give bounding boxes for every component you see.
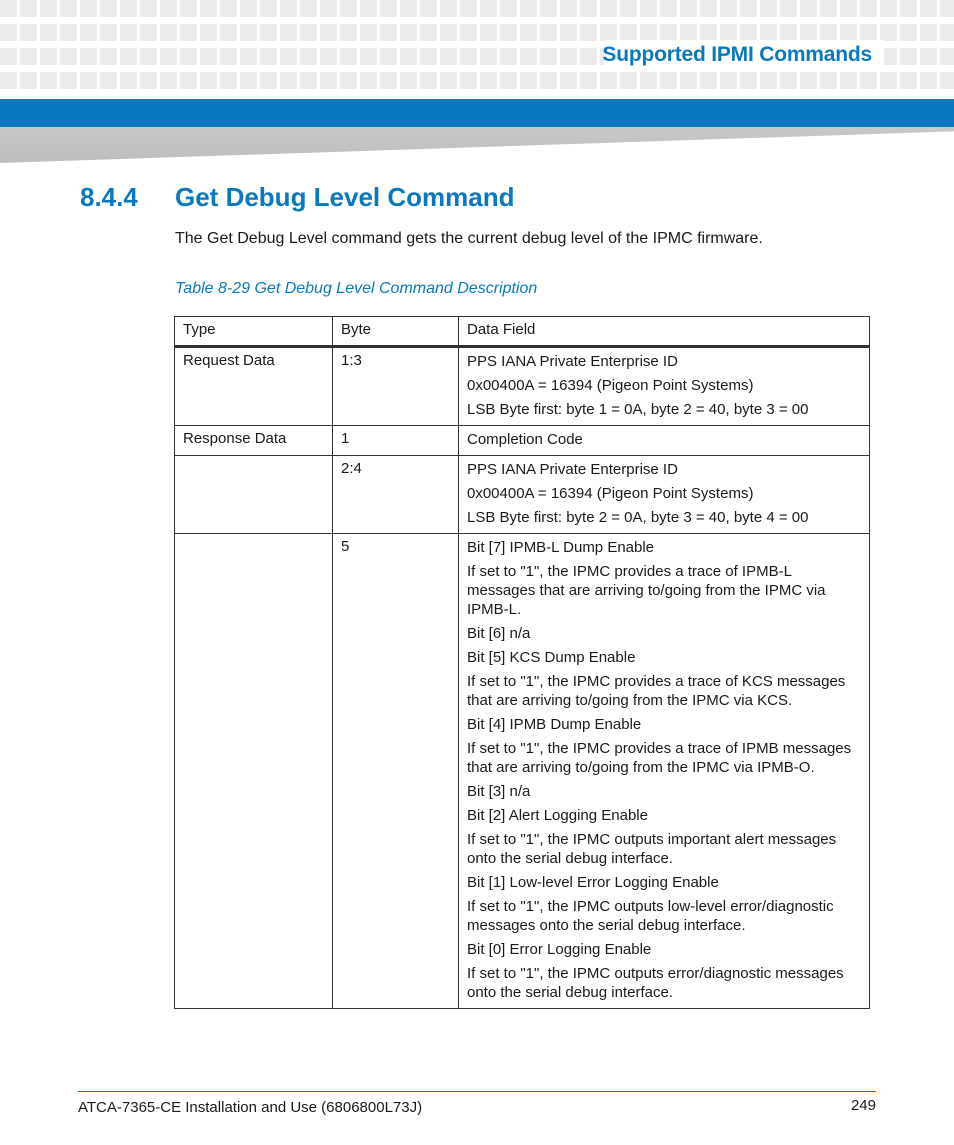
cell-type: Request Data — [175, 347, 333, 426]
data-field-line: If set to "1", the IPMC provides a trace of IPMB-L messages that are arriving to/going from the IPMC via IPMB-L. — [467, 563, 826, 618]
data-field-line: Bit [2] Alert Logging Enable — [467, 807, 648, 824]
section-title: Get Debug Level Command — [175, 182, 515, 212]
header-blue-band — [0, 99, 954, 127]
cell-byte: 5 — [333, 534, 459, 1009]
data-field-line: 0x00400A = 16394 (Pigeon Point Systems) — [467, 485, 754, 502]
footer-document-title: ATCA-7365-CE Installation and Use (6806800L73J) — [78, 1099, 423, 1116]
data-field-line: PPS IANA Private Enterprise ID — [467, 353, 678, 370]
footer-page-number: 249 — [850, 1097, 876, 1114]
table-row — [175, 456, 870, 534]
header-byte: Byte — [333, 317, 459, 347]
section-heading — [80, 182, 515, 213]
command-description-table — [174, 316, 870, 1009]
header-type: Type — [175, 317, 333, 347]
table-row — [175, 534, 870, 1009]
table-caption: Table 8-29 Get Debug Level Command Description — [175, 280, 538, 297]
data-field-line: Completion Code — [467, 431, 583, 448]
data-field-line: Bit [7] IPMB-L Dump Enable — [467, 539, 655, 556]
data-field-line: If set to "1", the IPMC outputs error/diagnostic messages onto the serial debug interface. — [467, 965, 844, 1001]
section-number: 8.4.4 — [80, 182, 138, 212]
cell-byte: 2:4 — [333, 456, 459, 534]
header-gray-wedge — [0, 127, 954, 163]
cell-type: Response Data — [175, 426, 333, 456]
cell-type — [175, 456, 333, 534]
data-field-line: Bit [3] n/a — [467, 783, 531, 800]
cell-byte: 1:3 — [333, 347, 459, 426]
data-field-line: Bit [1] Low-level Error Logging Enable — [467, 874, 719, 891]
header-data-field: Data Field — [459, 317, 870, 347]
data-field-line: LSB Byte first: byte 1 = 0A, byte 2 = 40, byte 3 = 00 — [467, 401, 809, 418]
cell-byte: 1 — [333, 426, 459, 456]
table-row — [175, 426, 870, 456]
data-field-line: Bit [4] IPMB Dump Enable — [467, 716, 642, 733]
table-row — [175, 347, 870, 426]
table-body — [175, 347, 870, 1009]
data-field-line: If set to "1", the IPMC outputs low-level error/diagnostic messages onto the serial debug interface. — [467, 898, 834, 934]
cell-data-field — [459, 347, 870, 426]
data-field-line: If set to "1", the IPMC provides a trace of IPMB messages that are arriving to/going from the IPMC via IPMB-O. — [467, 740, 852, 776]
footer-rule — [78, 1091, 876, 1092]
data-field-line: Bit [0] Error Logging Enable — [467, 941, 652, 958]
data-field-line: If set to "1", the IPMC provides a trace of KCS messages that are arriving to/going from the IPMC via KCS. — [467, 673, 846, 709]
running-header-title: Supported IPMI Commands — [602, 43, 872, 66]
cell-data-field — [459, 456, 870, 534]
data-field-line: If set to "1", the IPMC outputs important alert messages onto the serial debug interface. — [467, 831, 837, 867]
cell-type — [175, 534, 333, 1009]
cell-data-field — [459, 534, 870, 1009]
table-header-row — [175, 317, 870, 347]
data-field-line: Bit [5] KCS Dump Enable — [467, 649, 636, 666]
cell-data-field — [459, 426, 870, 456]
data-field-line: LSB Byte first: byte 2 = 0A, byte 3 = 40, byte 4 = 00 — [467, 509, 809, 526]
data-field-line: 0x00400A = 16394 (Pigeon Point Systems) — [467, 377, 754, 394]
data-field-line: PPS IANA Private Enterprise ID — [467, 461, 678, 478]
data-field-line: Bit [6] n/a — [467, 625, 531, 642]
intro-paragraph: The Get Debug Level command gets the current debug level of the IPMC firmware. — [175, 230, 763, 247]
